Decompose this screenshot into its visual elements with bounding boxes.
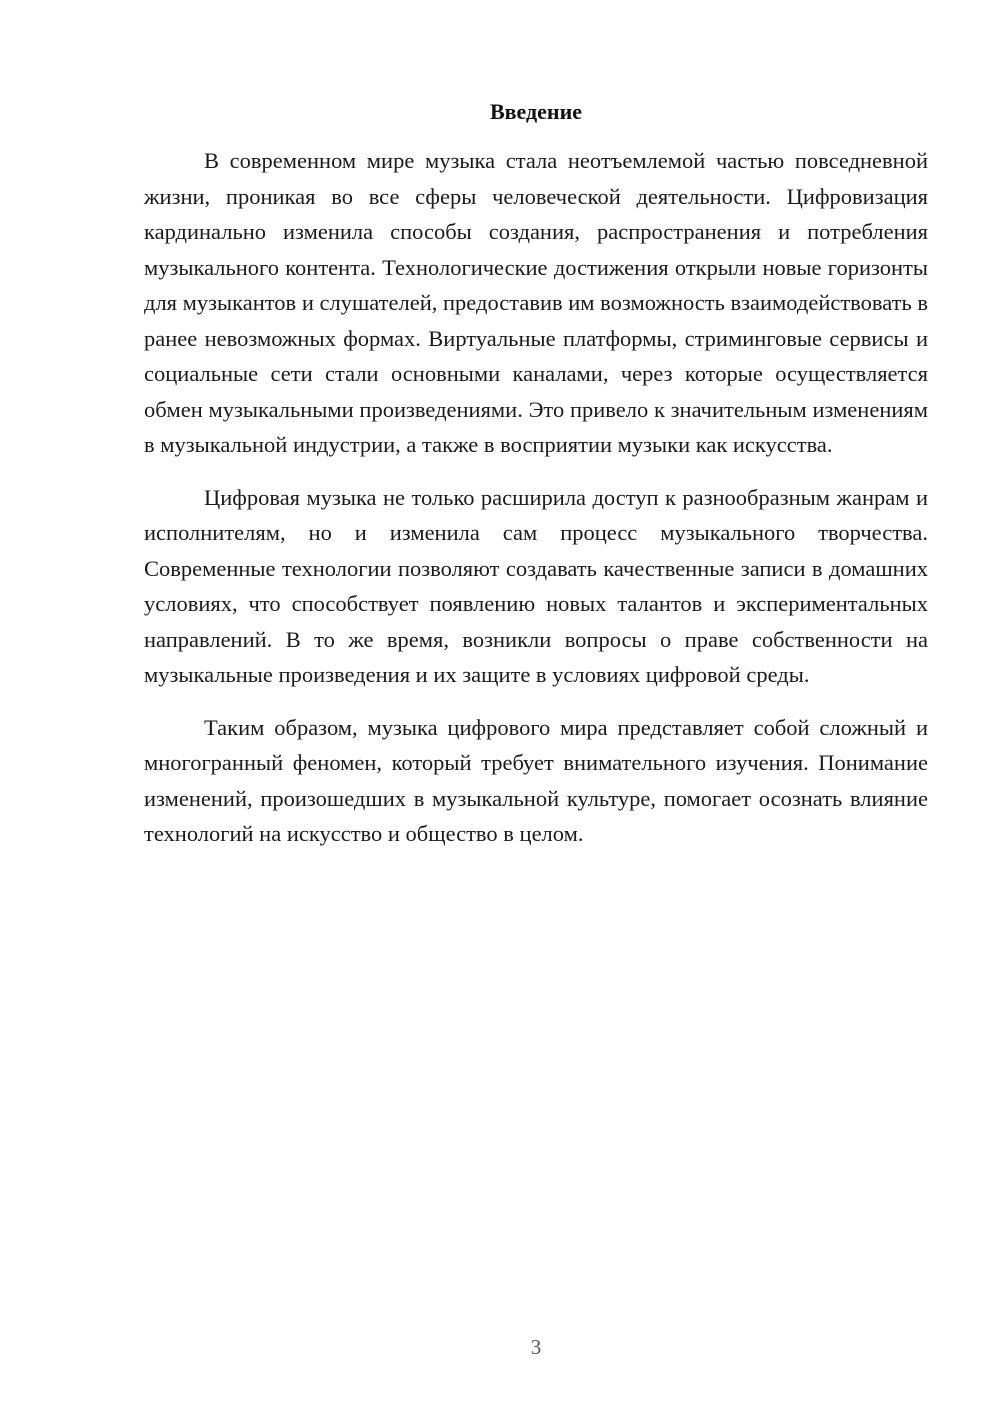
page-number: 3 [530,1335,542,1359]
page-title: Введение [489,99,583,124]
paragraph-3: Таким образом, музыка цифрового мира представляет собой сложный и многогранный феномен, который требует внимательного изучения. Понимание изменений, произошедших в музыкальной культуре, помогает осознать влияние технологий на искусство и общество в целом. [144,714,928,846]
paragraph-1: В современном мире музыка стала неотъемлемой частью повседневной жизни, проникая во все сферы человеческой деятельности. Цифровизация кардинально изменила способы создания, распространения и потребления музыкального контента. Технологические достижения открыли новые горизонты для музыкантов и слушателей, предоставив им возможность взаимодействовать в ранее невозможных формах. Виртуальные платформы, стриминговые сервисы и социальные сети стали основными каналами, через которые осуществляется обмен музыкальными произведениями. Это привело к значительным изменениям в музыкальной индустрии, а также в восприятии музыки как искусства. [144,148,928,457]
body-text [144,143,928,852]
paragraph-2: Цифровая музыка не только расширила доступ к разнообразным жанрам и исполнителям, но и изменила сам процесс музыкального творчества. Современные технологии позволяют создавать качественные записи в домашних условиях, что способствует появлению новых талантов и экспериментальных направлений. В то же время, возникли вопросы о праве собственности на музыкальные произведения и их защите в условиях цифровой среды. [144,484,928,687]
